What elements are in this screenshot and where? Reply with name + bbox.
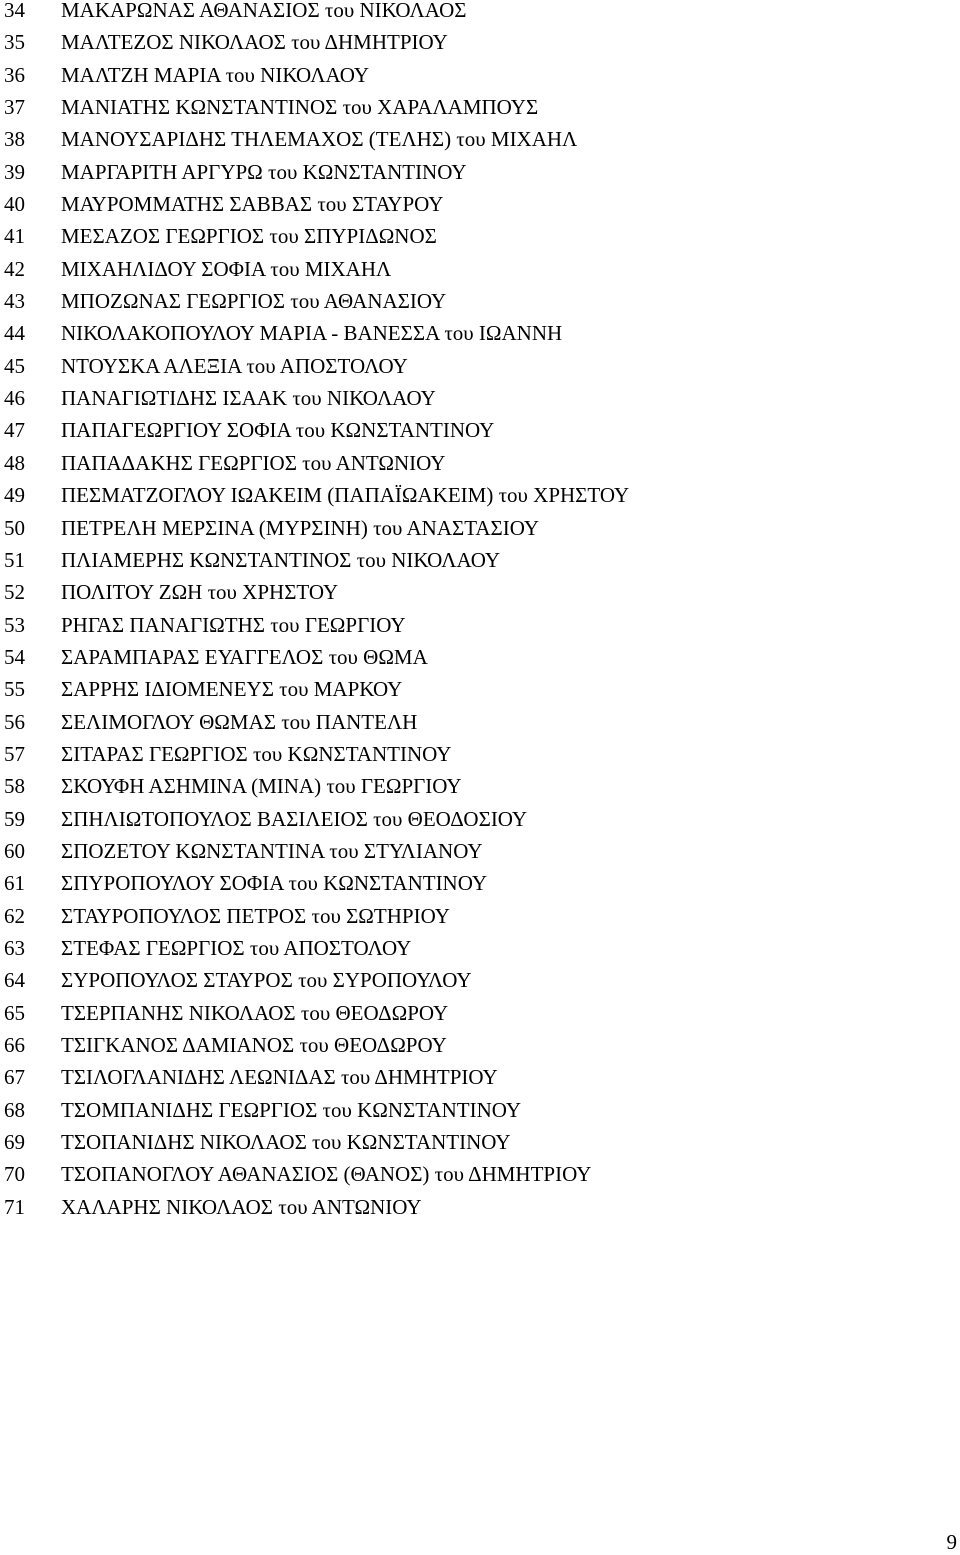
entry-name: ΠΑΠΑΔΑΚΗΣ ΓΕΩΡΓΙΟΣ του ΑΝΤΩΝΙΟΥ bbox=[61, 450, 446, 475]
entry-number: 58 bbox=[4, 774, 25, 799]
entry-number: 37 bbox=[4, 95, 25, 120]
entry-name: ΤΣΙΓΚΑΝΟΣ ΔΑΜΙΑΝΟΣ του ΘΕΟΔΩΡΟΥ bbox=[61, 1033, 447, 1057]
entry-number: 61 bbox=[4, 871, 25, 896]
list-item bbox=[0, 1061, 960, 1093]
entry-number: 62 bbox=[4, 903, 25, 928]
list-item bbox=[0, 188, 960, 220]
entry-name: ΤΣΟΜΠΑΝΙΔΗΣ ΓΕΩΡΓΙΟΣ του ΚΩΝΣΤΑΝΤΙΝΟΥ bbox=[61, 1097, 522, 1122]
list-item bbox=[0, 220, 960, 252]
list-item bbox=[0, 253, 960, 285]
entry-number: 36 bbox=[4, 62, 25, 87]
entry-name: ΣΑΡΑΜΠΑΡΑΣ ΕΥΑΓΓΕΛΟΣ του ΘΩΜΑ bbox=[61, 644, 428, 669]
entry-number: 60 bbox=[4, 838, 25, 863]
entry-number: 57 bbox=[4, 741, 25, 766]
entry-number: 47 bbox=[4, 418, 25, 443]
entry-number: 52 bbox=[4, 580, 25, 605]
entry-number: 45 bbox=[4, 353, 25, 378]
entry-name: ΜΑΛΤΕΖΟΣ ΝΙΚΟΛΑΟΣ του ΔΗΜΗΤΡΙΟΥ bbox=[61, 30, 448, 55]
list-item bbox=[0, 350, 960, 382]
list-item bbox=[0, 803, 960, 835]
entry-number: 51 bbox=[4, 547, 25, 572]
entry-number: 50 bbox=[4, 515, 25, 540]
entry-name: ΝΙΚΟΛΑΚΟΠΟΥΛΟΥ ΜΑΡΙΑ - ΒΑΝΕΣΣΑ του ΙΩΑΝΝΗ bbox=[61, 321, 563, 346]
entry-name: ΜΑΝΙΑΤΗΣ ΚΩΝΣΤΑΝΤΙΝΟΣ του ΧΑΡΑΛΑΜΠΟΥΣ bbox=[61, 95, 539, 120]
entry-number: 41 bbox=[4, 224, 25, 249]
entry-name: ΤΣΟΠΑΝΙΔΗΣ ΝΙΚΟΛΑΟΣ του ΚΩΝΣΤΑΝΤΙΝΟΥ bbox=[61, 1130, 511, 1155]
list-item bbox=[0, 997, 960, 1029]
entry-name: ΠΕΤΡΕΛΗ ΜΕΡΣΙΝΑ (ΜΥΡΣΙΝΗ) του ΑΝΑΣΤΑΣΙΟΥ bbox=[61, 515, 540, 540]
list-item bbox=[0, 156, 960, 188]
entry-number: 64 bbox=[4, 968, 25, 993]
entry-number: 71 bbox=[4, 1194, 25, 1219]
entry-number: 63 bbox=[4, 935, 25, 960]
entry-number: 69 bbox=[4, 1130, 25, 1155]
list-item bbox=[0, 738, 960, 770]
entry-name: ΠΕΣΜΑΤΖΟΓΛΟΥ ΙΩΑΚΕΙΜ (ΠΑΠΑΪΩΑΚΕΙΜ) του ΧΡΗΣΤΟΥ bbox=[61, 483, 630, 508]
list-item bbox=[0, 932, 960, 964]
list-item bbox=[0, 641, 960, 673]
list-item bbox=[0, 382, 960, 414]
entry-name: ΜΙΧΑΗΛΙΔΟΥ ΣΟΦΙΑ του ΜΙΧΑΗΛ bbox=[61, 256, 392, 281]
entry-number: 35 bbox=[4, 30, 25, 55]
list-item bbox=[0, 59, 960, 91]
list-item bbox=[0, 1126, 960, 1158]
entry-number: 44 bbox=[4, 321, 25, 346]
list-item bbox=[0, 964, 960, 996]
list-item bbox=[0, 317, 960, 349]
list-item bbox=[0, 447, 960, 479]
entry-name: ΜΑΚΑΡΩΝΑΣ ΑΘΑΝΑΣΙΟΣ του ΝΙΚΟΛΑΟΣ bbox=[61, 0, 467, 22]
entry-number: 46 bbox=[4, 386, 25, 411]
entry-number: 42 bbox=[4, 256, 25, 281]
list-item bbox=[0, 479, 960, 511]
list-item bbox=[0, 26, 960, 58]
entry-name: ΜΕΣΑΖΟΣ ΓΕΩΡΓΙΟΣ του ΣΠΥΡΙΔΩΝΟΣ bbox=[61, 224, 437, 249]
entry-name: ΤΣΟΠΑΝΟΓΛΟΥ ΑΘΑΝΑΣΙΟΣ (ΘΑΝΟΣ) του ΔΗΜΗΤΡΙΟΥ bbox=[61, 1162, 592, 1187]
list-item bbox=[0, 1094, 960, 1126]
entry-name: ΧΑΛΑΡΗΣ ΝΙΚΟΛΑΟΣ του ΑΝΤΩΝΙΟΥ bbox=[61, 1194, 422, 1219]
entry-number: 40 bbox=[4, 192, 25, 217]
list-item bbox=[0, 673, 960, 705]
list-item bbox=[0, 576, 960, 608]
entry-number: 66 bbox=[4, 1033, 25, 1057]
entry-number: 70 bbox=[4, 1162, 25, 1187]
entry-name: ΠΛΙΑΜΕΡΗΣ ΚΩΝΣΤΑΝΤΙΝΟΣ του ΝΙΚΟΛΑΟΥ bbox=[61, 547, 501, 572]
entry-number: 68 bbox=[4, 1097, 25, 1122]
list-item bbox=[0, 609, 960, 641]
entry-name: ΣΤΑΥΡΟΠΟΥΛΟΣ ΠΕΤΡΟΣ του ΣΩΤΗΡΙΟΥ bbox=[61, 903, 450, 928]
list-item bbox=[0, 706, 960, 738]
entry-number: 59 bbox=[4, 806, 25, 831]
list-item bbox=[0, 835, 960, 867]
list-item bbox=[0, 285, 960, 317]
entry-name: ΣΕΛΙΜΟΓΛΟΥ ΘΩΜΑΣ του ΠΑΝΤΕΛΗ bbox=[61, 709, 418, 734]
entry-number: 55 bbox=[4, 677, 25, 702]
entry-number: 34 bbox=[4, 0, 25, 22]
list-item bbox=[0, 900, 960, 932]
entry-name: ΜΠΟΖΩΝΑΣ ΓΕΩΡΓΙΟΣ του ΑΘΑΝΑΣΙΟΥ bbox=[61, 289, 447, 314]
list-item bbox=[0, 91, 960, 123]
entry-number: 65 bbox=[4, 1000, 25, 1025]
entry-number: 38 bbox=[4, 127, 25, 152]
entry-name: ΡΗΓΑΣ ΠΑΝΑΓΙΩΤΗΣ του ΓΕΩΡΓΙΟΥ bbox=[61, 612, 406, 637]
entry-name: ΜΑΛΤΖΗ ΜΑΡΙΑ του ΝΙΚΟΛΑΟΥ bbox=[61, 62, 370, 87]
list-item bbox=[0, 123, 960, 155]
entry-number: 39 bbox=[4, 159, 25, 184]
entry-name: ΣΙΤΑΡΑΣ ΓΕΩΡΓΙΟΣ του ΚΩΝΣΤΑΝΤΙΝΟΥ bbox=[61, 741, 452, 766]
entry-name: ΣΠΗΛΙΩΤΟΠΟΥΛΟΣ ΒΑΣΙΛΕΙΟΣ του ΘΕΟΔΟΣΙΟΥ bbox=[61, 806, 528, 831]
list-item bbox=[0, 770, 960, 802]
entry-number: 54 bbox=[4, 644, 25, 669]
list-item bbox=[0, 544, 960, 576]
list-item bbox=[0, 867, 960, 899]
list-item bbox=[0, 1029, 960, 1061]
entry-number: 43 bbox=[4, 289, 25, 314]
entry-name: ΣΚΟΥΦΗ ΑΣΗΜΙΝΑ (ΜΙΝΑ) του ΓΕΩΡΓΙΟΥ bbox=[61, 774, 462, 799]
list-item bbox=[0, 1158, 960, 1190]
entry-name: ΜΑΥΡΟΜΜΑΤΗΣ ΣΑΒΒΑΣ του ΣΤΑΥΡΟΥ bbox=[61, 192, 444, 217]
entry-name: ΝΤΟΥΣΚΑ ΑΛΕΞΙΑ του ΑΠΟΣΤΟΛΟΥ bbox=[61, 353, 408, 378]
list-item bbox=[0, 1191, 960, 1223]
entry-number: 67 bbox=[4, 1065, 25, 1090]
entry-name: ΜΑΡΓΑΡΙΤΗ ΑΡΓΥΡΩ του ΚΩΝΣΤΑΝΤΙΝΟΥ bbox=[61, 159, 467, 184]
entry-name: ΠΑΝΑΓΙΩΤΙΔΗΣ ΙΣΑΑΚ του ΝΙΚΟΛΑΟΥ bbox=[61, 386, 436, 411]
entry-number: 49 bbox=[4, 483, 25, 508]
list-item bbox=[0, 512, 960, 544]
entry-name: ΤΣΙΛΟΓΛΑΝΙΔΗΣ ΛΕΩΝΙΔΑΣ του ΔΗΜΗΤΡΙΟΥ bbox=[61, 1065, 498, 1090]
entry-name: ΣΑΡΡΗΣ ΙΔΙΟΜΕΝΕΥΣ του ΜΑΡΚΟΥ bbox=[61, 677, 403, 702]
entry-name: ΣΤΕΦΑΣ ΓΕΩΡΓΙΟΣ του ΑΠΟΣΤΟΛΟΥ bbox=[61, 935, 412, 960]
page-number: 9 bbox=[946, 1530, 957, 1554]
entry-number: 53 bbox=[4, 612, 25, 637]
entry-name: ΠΟΛΙΤΟΥ ΖΩΗ του ΧΡΗΣΤΟΥ bbox=[61, 580, 339, 605]
list-item bbox=[0, 0, 960, 26]
entry-number: 56 bbox=[4, 709, 25, 734]
entry-number: 48 bbox=[4, 450, 25, 475]
entry-name: ΣΠΟΖΕΤΟΥ ΚΩΝΣΤΑΝΤΙΝΑ του ΣΤΥΛΙΑΝΟΥ bbox=[61, 838, 483, 863]
list-item bbox=[0, 414, 960, 446]
entry-name: ΣΠΥΡΟΠΟΥΛΟΥ ΣΟΦΙΑ του ΚΩΝΣΤΑΝΤΙΝΟΥ bbox=[61, 871, 488, 896]
entry-name: ΜΑΝΟΥΣΑΡΙΔΗΣ ΤΗΛΕΜΑΧΟΣ (ΤΕΛΗΣ) του ΜΙΧΑΗΛ bbox=[61, 127, 578, 152]
entry-name: ΣΥΡΟΠΟΥΛΟΣ ΣΤΑΥΡΟΣ του ΣΥΡΟΠΟΥΛΟΥ bbox=[61, 968, 472, 993]
entry-name: ΤΣΕΡΠΑΝΗΣ ΝΙΚΟΛΑΟΣ του ΘΕΟΔΩΡΟΥ bbox=[61, 1000, 449, 1025]
entry-name: ΠΑΠΑΓΕΩΡΓΙΟΥ ΣΟΦΙΑ του ΚΩΝΣΤΑΝΤΙΝΟΥ bbox=[61, 418, 495, 443]
